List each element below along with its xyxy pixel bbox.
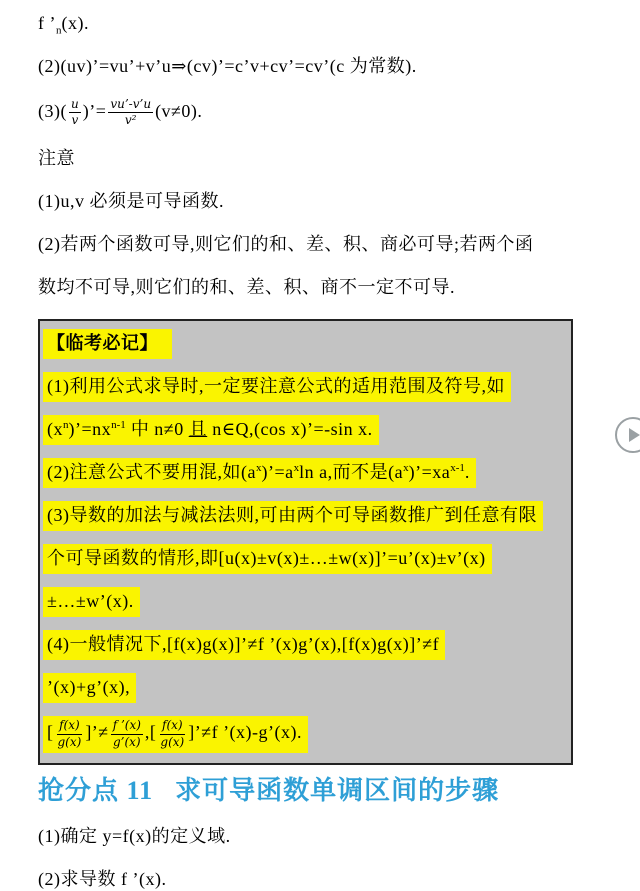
tip-4-line-1: [43, 630, 567, 660]
highlighted-text: (4)一般情况下,[f(x)g(x)]’≠f ’(x)g’(x),[f(x)g(x)]’≠f: [43, 630, 445, 660]
tip-3-line-1: [43, 501, 567, 531]
exam-tips-box: [38, 319, 573, 764]
highlighted-text: 个可导函数的情形,即[u(x)±v(x)±…±w(x)]’=u’(x)±v’(x): [43, 544, 492, 574]
note-item-2-line-1: (2)若两个函数可导,则它们的和、差、积、商必可导;若两个函: [38, 234, 534, 255]
step-2: (2)求导数 f ’(x).: [38, 868, 167, 889]
note-item-2-line-2: 数均不可导,则它们的和、差、积、商不一定不可导.: [38, 277, 455, 298]
play-arrow-icon: [629, 428, 640, 442]
highlighted-text: (3)导数的加法与减法法则,可由两个可导函数推广到任意有限: [43, 501, 543, 531]
formula-quotient-rule: (3)( $\frac{u}{v}$ )’= $\frac{vu’-v’u}{\text{v²}}$ (v≠0).: [38, 97, 203, 128]
highlighted-text: [ $\frac{f(x)}{g(x)}$ ]’≠ $\frac{f ’(x)}{g’(x)}$ ,[ $\frac{f(x)}{g(x)}$ ]’≠f ’(x)-g’(x).: [43, 716, 308, 752]
formula-continuation: f $’_n(x)$.: [38, 13, 89, 37]
tip-1-line-1: [43, 372, 567, 402]
highlighted-text: (2)注意公式不要用混,如$(a^x)’=a^x\ln$ a,而不是$(a^x)’=xa^{x-1}$.: [43, 458, 476, 488]
tip-3-line-3: [43, 587, 567, 617]
exam-tips-title-row: [43, 329, 567, 359]
exam-tips-title: 【临考必记】: [43, 329, 172, 359]
highlighted-text: ’(x)+g’(x),: [43, 673, 136, 703]
tip-2: [43, 458, 567, 488]
tip-4-line-2: [43, 673, 567, 703]
note-item-1: (1)u,v 必须是可导函数.: [38, 191, 224, 212]
tip-4-line-3: [43, 716, 567, 752]
tip-3-line-2: [43, 544, 567, 574]
highlighted-text: (1)利用公式求导时,一定要注意公式的适用范围及符号,如: [43, 372, 511, 402]
tip-1-line-2: [43, 415, 567, 445]
formula-product-rule: (2)(uv)’=vu’+v’u⇒(cv)’=c’v+cv’=cv’(c 为常数).: [38, 56, 417, 76]
highlighted-text: $(x^n)’=nx^{n-1}$ 中 n≠0 且 n∈Q,(cos x)’=-sin x.: [43, 415, 379, 445]
section-title: 求可导函数单调区间的步骤: [175, 775, 500, 805]
section-heading: [38, 775, 614, 807]
section-badge: 抢分点 11: [38, 775, 154, 805]
highlighted-text: ±…±w’(x).: [43, 587, 140, 617]
note-heading: 注意: [38, 148, 75, 169]
step-1: (1)确定 y=f(x)的定义域.: [38, 825, 231, 846]
